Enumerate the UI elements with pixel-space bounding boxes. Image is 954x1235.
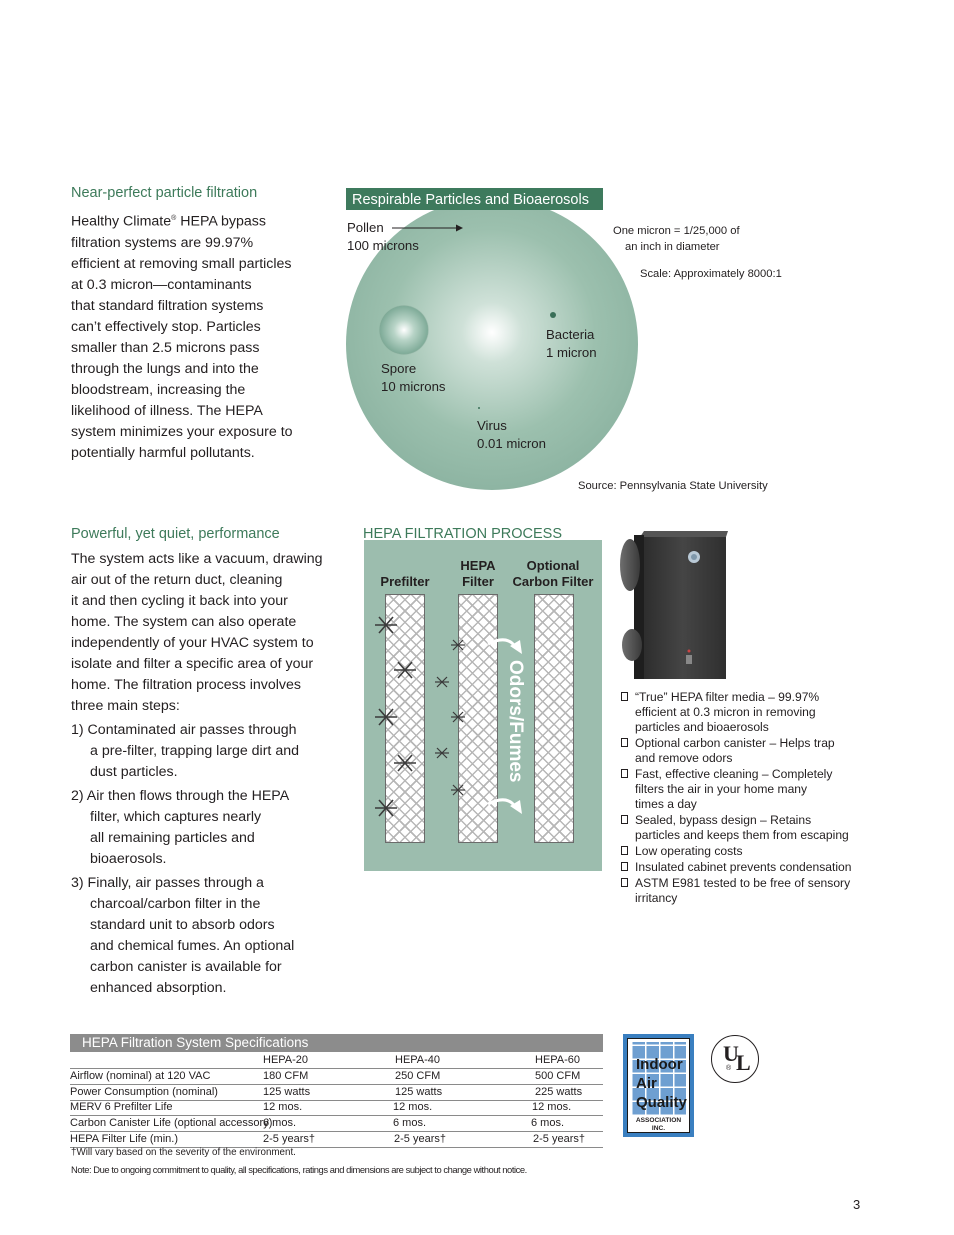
cell-value: 180 CFM [263,1070,309,1082]
hepa-unit-product-image [618,527,732,682]
cell-value: 2-5 years† [533,1133,585,1145]
virus-dot [478,407,480,409]
cell-value: 6 mos. [393,1117,427,1129]
feature-line: “True” HEPA filter media – 99.97% [635,690,820,704]
paragraph-line: filtration systems are 99.97% [71,234,254,251]
ul-certification-logo [711,1035,759,1083]
step-line: all remaining particles and [90,830,255,846]
virus-name: Virus [477,418,507,433]
bacteria-label [546,326,597,362]
feature-line: particles and keeps them from escaping [635,828,849,842]
specs-header-row [70,1053,603,1069]
bullet-box-icon [621,846,628,855]
feature-line: particles and bioaerosols [635,720,769,734]
iaq-word-air: Air [636,1075,657,1092]
feature-item [621,876,852,906]
specs-disclaimer: Note: Due to ongoing commitment to quality, all specifications, ratings and dimensions are subject to change without notice. [71,1164,527,1175]
hepa-label-line: HEPA [460,558,496,573]
paragraph-line: home. The system can also operate [71,614,297,630]
iaq-logo-inner [627,1038,690,1133]
paragraph-line: system minimizes your exposure to [71,423,293,440]
carbon-filter-panel [534,594,574,843]
bullet-box-icon [621,692,628,701]
step-line: a pre-filter, trapping large dirt and [90,743,299,759]
step-line: standard unit to absorb odors [90,917,275,933]
source-note: Source: Pennsylvania State University [578,480,768,492]
micron-note-line-2: an inch in diameter [625,241,720,253]
step-line: filter, which captures nearly [90,809,262,825]
table-row [70,1085,603,1101]
virus-size: 0.01 micron [477,436,546,451]
filtration-process-title: HEPA FILTRATION PROCESS [363,526,563,542]
cell-value: 250 CFM [395,1070,441,1082]
cell-value: 125 watts [263,1086,311,1098]
carbon-label-line: Carbon Filter [512,574,594,589]
pollen-name: Pollen [347,220,384,235]
feature-line: Optional carbon canister – Helps trap [635,736,835,750]
feature-line: efficient at 0.3 micron in removing [635,705,816,719]
virus-label [477,417,546,453]
cell-value: 12 mos. [263,1101,303,1113]
iaq-word-indoor: Indoor [636,1056,683,1073]
step-line: enhanced absorption. [90,980,227,996]
specs-table-banner: HEPA Filtration System Specifications [70,1034,603,1052]
scale-note: Scale: Approximately 8000:1 [640,268,782,280]
iaq-association-text [628,1117,689,1133]
cell-value: 6 mos. [263,1117,297,1129]
step-line: dust particles. [90,764,178,780]
paragraph-line: at 0.3 micron—contaminants [71,276,252,293]
ul-letter-l: L [736,1050,751,1075]
cell-value: 12 mos. [393,1101,433,1113]
carbon-label-line: Optional [526,558,580,573]
step-line: 3) Finally, air passes through a [71,875,264,891]
paragraph-line: efficient at removing small particles [71,255,292,272]
trademark-symbol: ® [171,215,177,222]
spore-label [381,360,446,396]
feature-line: Insulated cabinet prevents condensation [635,860,852,874]
bullet-box-icon [621,769,628,778]
paragraph-line: potentially harmful pollutants. [71,444,255,461]
iaq-assoc-line: ASSOCIATION [635,1117,682,1124]
feature-line: Low operating costs [635,844,743,858]
ul-registered-mark: ® [726,1065,732,1072]
paragraph-line: can’t effectively stop. Particles [71,318,261,335]
feature-item [621,860,852,875]
cell-value: 6 mos. [531,1117,565,1129]
row-label: Airflow (nominal) at 120 VAC [70,1070,211,1082]
prefilter-label: Prefilter [380,574,430,589]
iaq-association-logo [623,1034,694,1137]
spore-size: 10 microns [381,379,446,394]
particles-figure-banner: Respirable Particles and Bioaerosols [346,188,603,210]
model-header: HEPA-20 [263,1054,309,1066]
feature-line: Sealed, bypass design – Retains [635,813,812,827]
iaq-assoc-line: INC. [651,1125,666,1132]
row-label: Power Consumption (nominal) [70,1086,218,1098]
brand-name: Healthy Climate [71,213,172,230]
feature-item [621,690,852,735]
cell-value: 12 mos. [532,1101,572,1113]
spore-circle [380,306,428,354]
page-number: 3 [853,1197,861,1212]
cell-value: 2-5 years† [394,1133,446,1145]
cell-value: 225 watts [535,1086,583,1098]
iaq-word-quality: Quality [636,1094,687,1111]
hepa-label-line: Filter [462,574,494,589]
feature-line: and remove odors [635,751,733,765]
paragraph-line: independently of your HVAC system to [71,635,314,651]
specs-footnote: †Will vary based on the severity of the environment. [71,1147,296,1158]
bacteria-dot [550,312,556,318]
step-line: 1) Contaminated air passes through [71,722,297,738]
process-step-1 [71,720,323,783]
feature-line: Fast, effective cleaning – Completely [635,767,833,781]
feature-line: ASTM E981 tested to be free of sensory [635,876,851,890]
table-row [70,1132,603,1148]
bacteria-name: Bacteria [546,327,595,342]
paragraph-line: The system acts like a vacuum, drawing [71,551,323,567]
cell-value: 500 CFM [535,1070,581,1082]
paragraph-line: bloodstream, increasing the [71,381,246,398]
row-label: MERV 6 Prefilter Life [70,1101,173,1113]
particle-filtration-paragraph [71,208,293,464]
hepa-filter-label [452,558,504,590]
carbon-filter-label [512,558,594,590]
paragraph-text: HEPA bypass [176,213,266,230]
bullet-box-icon [621,862,628,871]
pollen-size: 100 microns [347,238,419,253]
step-line: carbon canister is available for [90,959,282,975]
feature-item [621,844,852,859]
paragraph-line: home. The filtration process involves [71,677,301,693]
feature-line: times a day [635,797,697,811]
bullet-box-icon [621,878,628,887]
row-label: HEPA Filter Life (min.) [70,1133,178,1145]
feature-line: irritancy [635,891,678,905]
section-heading-particle-filtration: Near-perfect particle filtration [71,185,258,201]
table-row [70,1116,603,1132]
section-heading-performance: Powerful, yet quiet, performance [71,526,280,542]
row-label: Carbon Canister Life (optional accessory) [70,1117,273,1129]
micron-note-line-1: One micron = 1/25,000 of [613,225,740,237]
bullet-box-icon [621,815,628,824]
bullet-box-icon [621,738,628,747]
cell-value: 2-5 years† [263,1133,315,1145]
cell-value: 125 watts [395,1086,443,1098]
paragraph-line: isolate and filter a specific area of your [71,656,314,672]
step-line: 2) Air then flows through the HEPA [71,788,290,804]
process-step-3 [71,873,323,999]
pollen-arrow-icon [392,222,464,234]
paragraph-line: smaller than 2.5 microns pass [71,339,260,356]
ul-letter-u: U [723,1041,739,1066]
paragraph-line: three main steps: [71,698,180,714]
paragraph-line: air out of the return duct, cleaning [71,572,283,588]
paragraph-line [71,208,293,233]
feature-item [621,813,852,843]
performance-paragraph [71,549,323,999]
table-row [70,1100,603,1116]
step-line: charcoal/carbon filter in the [90,896,261,912]
step-line: and chemical fumes. An optional [90,938,295,954]
paragraph-line: through the lungs and into the [71,360,259,377]
odors-fumes-label: Odors/Fumes [505,660,526,783]
paragraph-line: that standard filtration systems [71,297,264,314]
paragraph-line: it and then cycling it back into your [71,593,288,609]
model-header: HEPA-40 [395,1054,441,1066]
process-step-2 [71,786,323,870]
step-line: bioaerosols. [90,851,167,867]
features-list [621,690,852,907]
feature-item [621,736,852,766]
spore-name: Spore [381,361,417,376]
feature-line: filters the air in your home many [635,782,808,796]
paragraph-line: likelihood of illness. The HEPA [71,402,263,419]
model-header: HEPA-60 [535,1054,581,1066]
table-row [70,1069,603,1085]
feature-item [621,767,852,812]
bacteria-size: 1 micron [546,345,597,360]
